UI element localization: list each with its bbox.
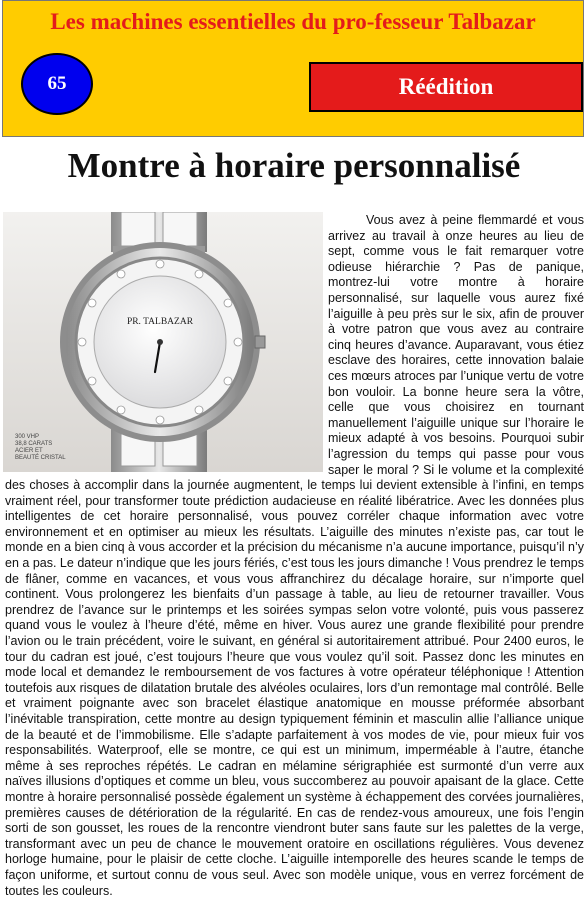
caption-line-2: 38,8 CARATS — [15, 441, 53, 447]
caption-line-4: BEAUTÉ CRISTAL — [15, 455, 66, 461]
caption-line-3: ACIER ET — [15, 448, 43, 454]
reedition-badge: Réédition — [309, 62, 583, 112]
caption-line-1: 300 VHP — [15, 434, 40, 440]
article-body — [5, 213, 584, 899]
issue-number-badge: 65 — [21, 53, 93, 115]
article-title: Montre à horaire personnalisé — [67, 146, 521, 185]
article-text: Vous avez à peine flemmardé et vous arrivez au travail à onze heures au lieu de sept, comme vous le fait remarquer votre odieuse hiérarchie ? Pas de panique, montrez-lui votre montre à horaire personnalisé, sur laquelle vous aurez fixé l’aiguille à peu près sur le six, afin de prouver à votre patron que vous avez au contraire cinq heures d’avance. Auparavant, vous étiez esclave des horaires, cette innovation balaie ces mœurs atroces par l’unique vertu de votre bon vouloir. La bonne heure sera la vôtre, celle que vous choisirez en tournant manuellement l’aiguille unique sur l’horaire le mieux adapté à vos besoins. Pourquoi subir l’agression du temps qui passe pour vous saper le moral ? Si le volume et la complexité des choses à accomplir dans la journée augmentent, le temps lui devient extensible à l’infini, en temps vraiment réel, pour transformer toute prédiction audacieuse en réalité libératrice. Avec les données plus intelligentes de cet horaire personnalisé, vous pouvez corréler chaque information avec votre environnement et en optimiser au mieux les résultats. L’aiguille des minutes n’existe pas, car tout le monde en a bien cinq à vous accorder et la précision du mécanisme n’a aucune importance, puisqu’il n’y en a pas. Le dateur n’indique que les jours fériés, c’est tous les jours dimanche ! Vous prendrez le temps de flâner, comme en vacances, et vous vous affranchirez du décalage horaire, sur n’importe quel continent. Vous prolongerez les bienfaits d’un passage à table, au lieu de retourner travailler. Vous prendrez de l’avance sur le printemps et les soirées sympas selon votre volonté, puis vous passerez quand vous le voulez à l’heure d’été, même en hiver. Vous aurez une grande flexibilité pour prendre l’avion ou le train précédent, voire le suivant, en général si autoritairement attribué. Pour 2400 euros, le tour du cadran est joué, c’est toujours l’heure que vous voulez qu’il soit. Passez donc les minutes en mode local et demandez le remboursement de vos factures à votre opérateur téléphonique ! Attention toutefois aux risques de dilatation brutale des alvéoles oculaires, lors d’un remontage mal contrôlé. Belle et vraiment poignante avec son bracelet élastique anatomique en mousse préformée absorbant l’inévitable transpiration, cette montre au design typiquement féminin et masculin allie l’alliance unique de la beauté et de l’immobilisme. Elle s’adapte parfaitement à vos modes de vie, pour mieux fuir vos responsabilités. Waterproof, elle se montre, ce qui est un minimum, imperméable à l’autre, étanche même à ses reproches répétés. Le cadran en mélamine sérigraphiée est surmonté d’un verre aux naïves illusions d’optiques et comme un bleu, vous succomberez au pouvoir apaisant de la glace. Cette montre à horaire personnalisé possède également un système à échappement des corvées journalières, premières causes de détérioration de la régularité. En cas de rendez-vous amoureux, une fois l’engin sorti de son gousset, les roues de la rencontre viendront buter sans faute sur les palettes de la verge, transformant avec un peu de chance le mouvement oratoire en oscillations régulières. Vous devenez horloge humaine, pour le plaisir de cette cloche. L’aiguille intemporelle des heures scande le temps de façon uniforme, et surtout connu de vous seul. Avec son modèle unique, vous en verrez forcément de toutes les couleurs. — [5, 213, 584, 898]
dial-brand-text: PR. TALBAZAR — [126, 317, 194, 327]
header-banner — [2, 0, 584, 137]
series-title: Les machines essentielles du pro-fesseur Talbazar — [50, 9, 536, 34]
